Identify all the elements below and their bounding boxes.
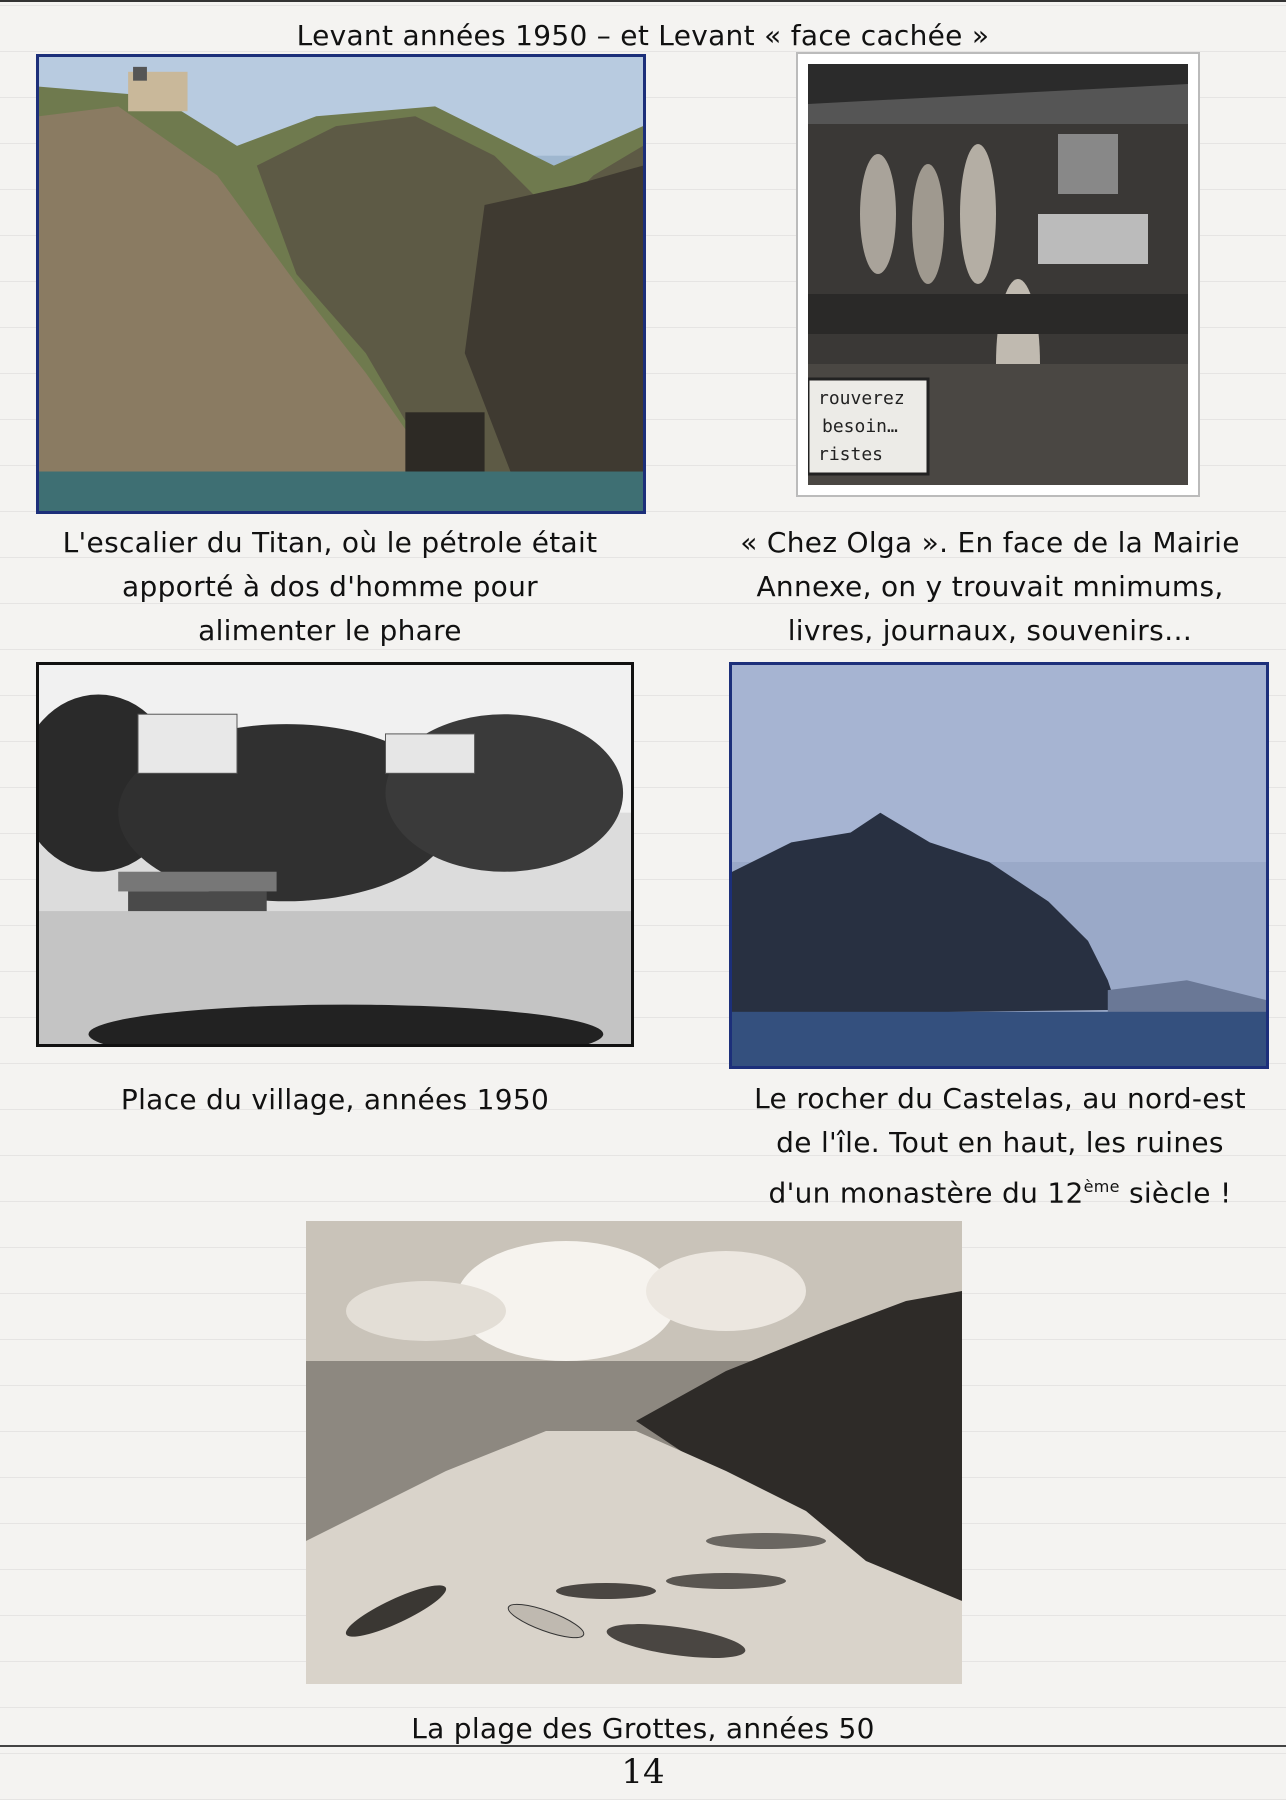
caption-line: alimenter le phare (198, 614, 462, 647)
caption-line: « Chez Olga ». En face de la Mairie (740, 526, 1240, 559)
photo-escalier-titan (36, 54, 646, 514)
page-number: 14 (621, 1752, 665, 1792)
sign-line: rouverez (818, 388, 905, 409)
caption-place-du-village: Place du village, années 1950 (120, 1083, 550, 1116)
photo-plage-des-grottes (306, 1221, 962, 1684)
caption-escalier-titan (30, 521, 630, 653)
photo-chez-olga-image (808, 64, 1188, 485)
caption-chez-olga (710, 521, 1270, 653)
caption-text: siècle ! (1119, 1176, 1232, 1210)
caption-line: Annexe, on y trouvait mnimums, (756, 570, 1224, 603)
caption-line: apporté à dos d'homme pour (122, 570, 538, 603)
sign-line: ristes (818, 444, 884, 465)
superscript: ème (1083, 1177, 1120, 1196)
photo-place-du-village (36, 662, 634, 1047)
caption-line: livres, journaux, souvenirs… (787, 614, 1193, 647)
photo-escalier-titan-image (39, 57, 643, 511)
photo-rocher-castelas-image (732, 665, 1266, 1066)
sign-line: besoin… (822, 416, 898, 437)
footer-rule (0, 1745, 1286, 1747)
caption-line (718, 1165, 1282, 1215)
caption-plage-des-grottes: La plage des Grottes, années 50 (411, 1712, 875, 1745)
photo-rocher-castelas (729, 662, 1269, 1069)
caption-rocher-castelas (718, 1077, 1282, 1215)
page-title: Levant années 1950 – et Levant « face cachée » (296, 19, 990, 52)
photo-plage-des-grottes-image (306, 1221, 962, 1684)
caption-text: d'un monastère du 12 (768, 1176, 1084, 1210)
photo-chez-olga (798, 54, 1198, 495)
photo-place-du-village-image (39, 665, 631, 1044)
caption-line: de l'île. Tout en haut, les ruines (776, 1126, 1224, 1159)
caption-line: L'escalier du Titan, où le pétrole était (62, 526, 598, 559)
caption-line: Le rocher du Castelas, au nord-est (754, 1082, 1246, 1115)
